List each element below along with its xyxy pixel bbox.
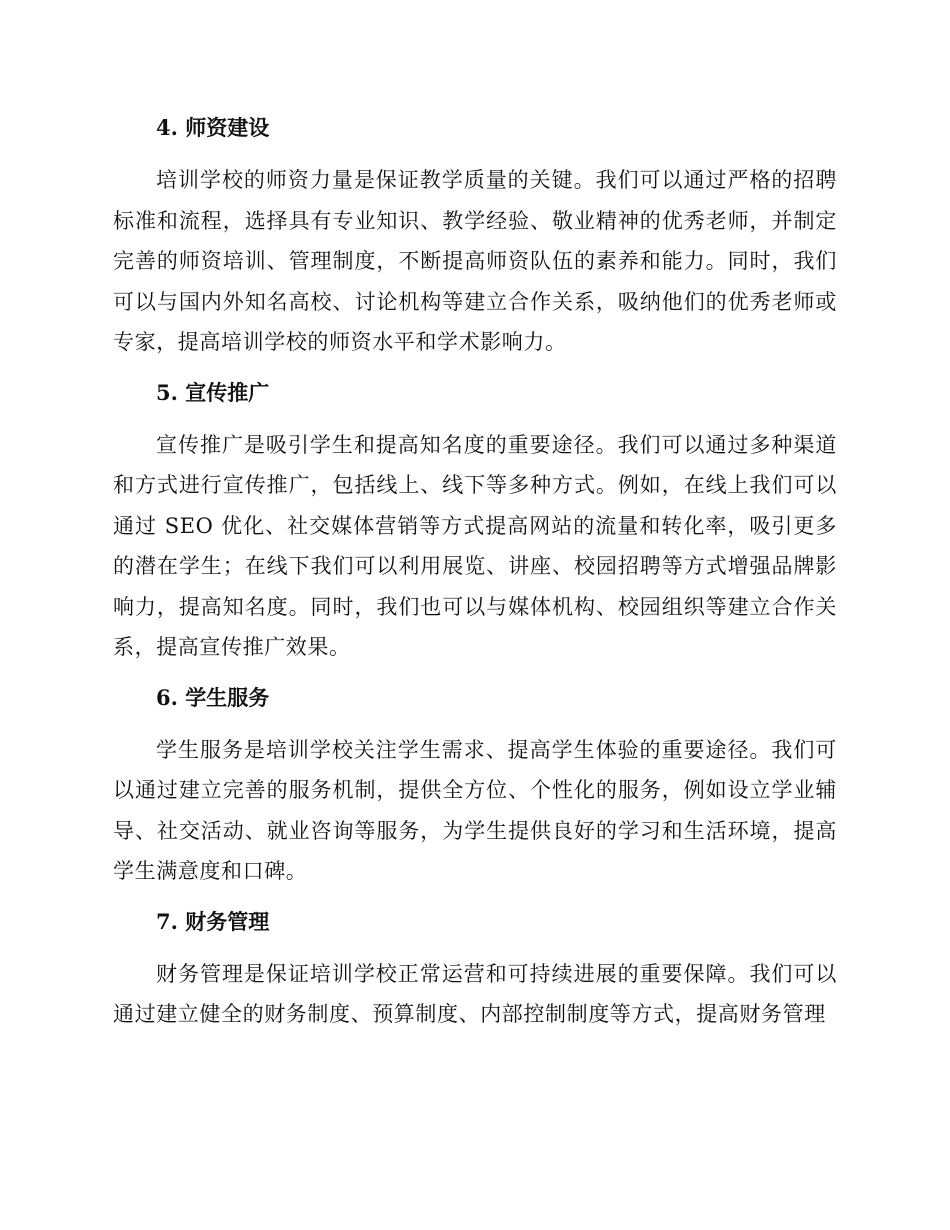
section-paragraph: 财务管理是保证培训学校正常运营和可持续进展的重要保障。我们可以通过建立健全的财务制度、预算制度、内部控制制度等方式，提高财务管理 [113, 961, 837, 1026]
document-content [113, 106, 837, 1035]
section-heading: 6. 学生服务 [156, 684, 270, 710]
section-paragraph: 学生服务是培训学校关注学生需求、提高学生体验的重要途径。我们可以通过建立完善的服务机制，提供全方位、个性化的服务，例如设立学业辅导、社交活动、就业咨询等服务，为学生提供良好的学习和生活环境，提高学生满意度和口碑。 [113, 737, 837, 883]
section-heading: 5. 宣传推广 [156, 379, 270, 405]
section-teacher-building [113, 106, 837, 363]
section-heading: 4. 师资建设 [156, 115, 270, 140]
section-paragraph: 培训学校的师资力量是保证教学质量的关键。我们可以通过严格的招聘标准和流程，选择具有专业知识、教学经验、敬业精神的优秀老师，并制定完善的师资培训、管理制度，不断提高师资队伍的素养和能力。同时，我们可以与国内外知名高校、讨论机构等建立合作关系，吸纳他们的优秀老师或专家，提高培训学校的师资水平和学术影响力。 [113, 168, 837, 354]
section-paragraph: 宣传推广是吸引学生和提高知名度的重要途径。我们可以通过多种渠道和方式进行宣传推广，包括线上、线下等多种方式。例如，在线上我们可以通过 SEO 优化、社交媒体营销等方式提高网站的流量和转化率，吸引更多的潜在学生；在线下我们可以利用展览、讲座、校园招聘等方式增强品牌影响力，提高知名度。同时，我们也可以与媒体机构、校园组织等建立合作关系，提高宣传推广效果。 [113, 432, 837, 659]
section-finance [113, 900, 837, 1035]
section-promotion [113, 371, 837, 668]
section-heading: 7. 财务管理 [156, 908, 270, 934]
section-student-service [113, 676, 837, 892]
